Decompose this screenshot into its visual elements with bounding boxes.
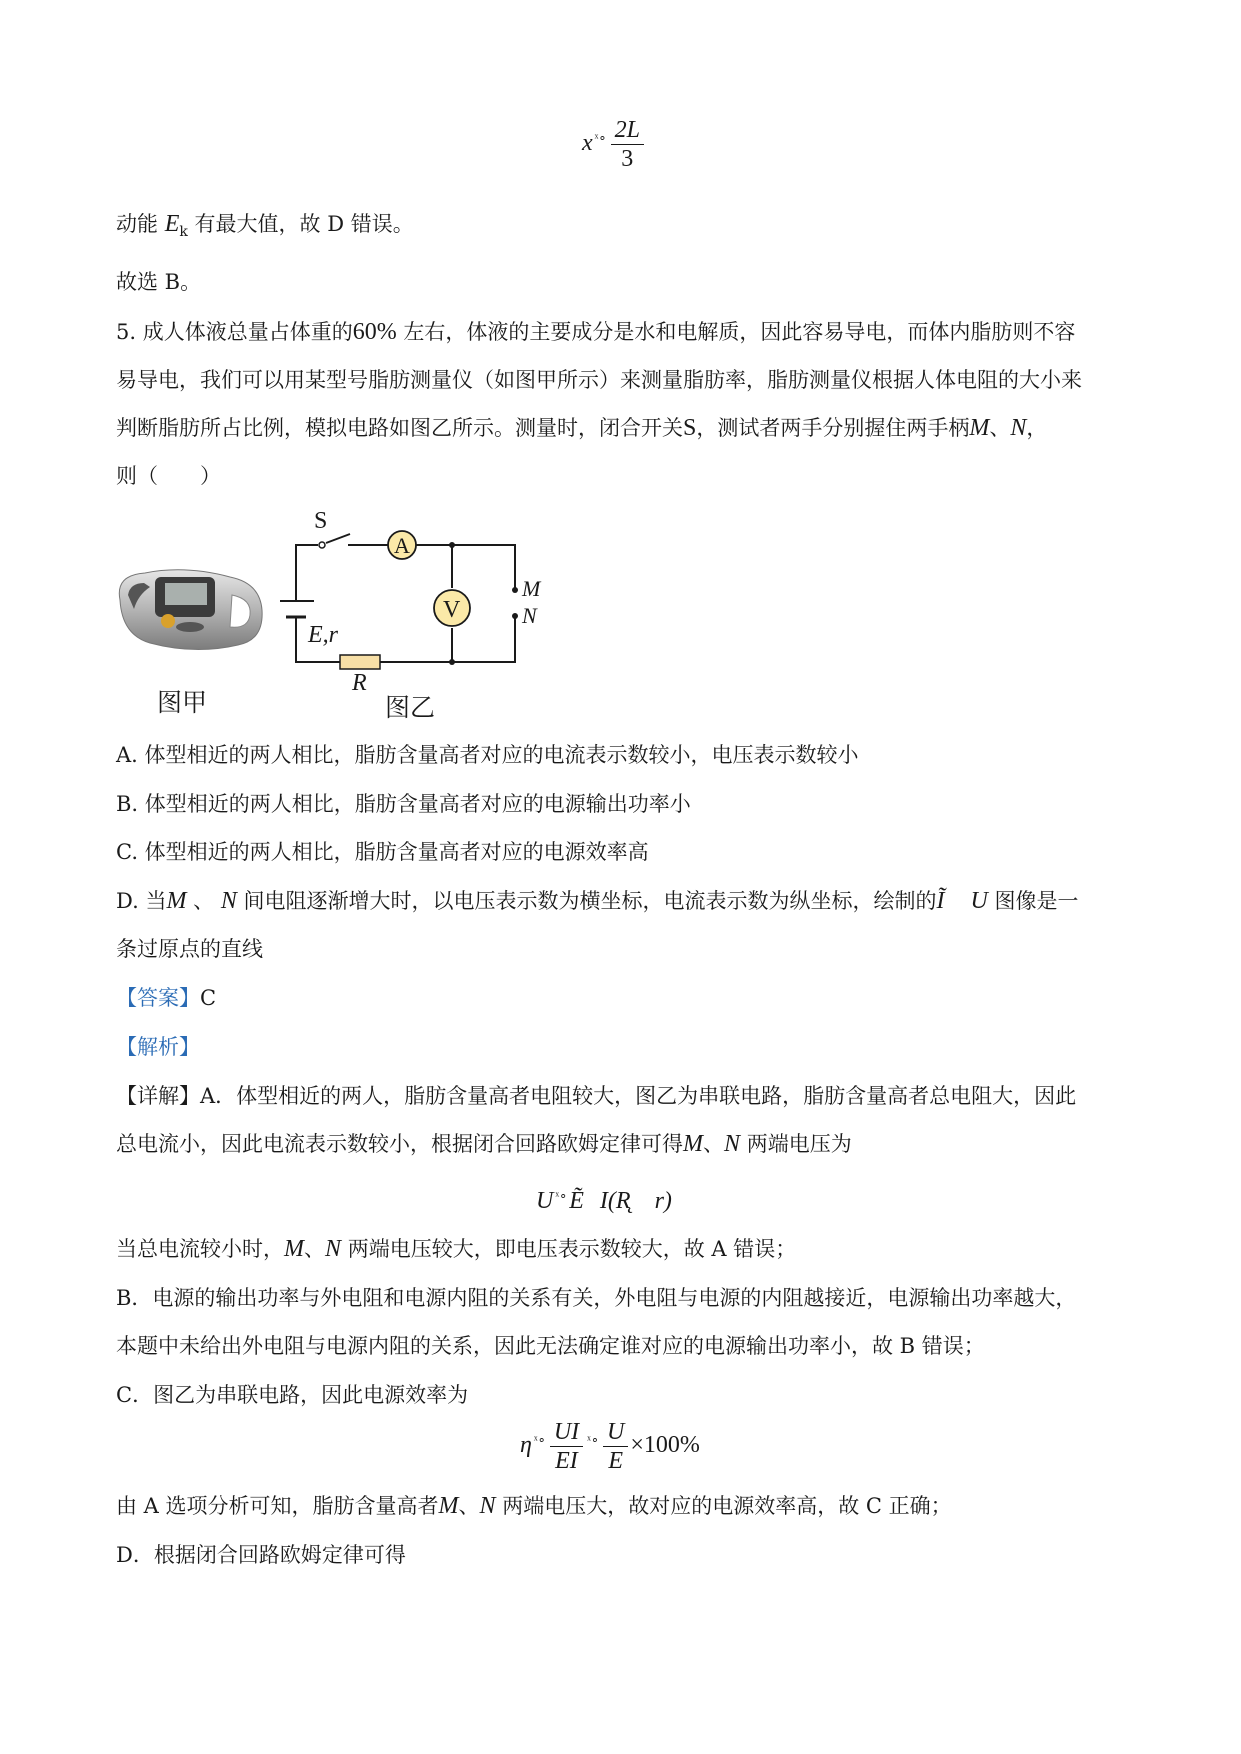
expression: I(R̨ r) bbox=[599, 1188, 672, 1214]
detail-line-7 bbox=[116, 1492, 952, 1520]
text: 判断脂肪所占比例，模拟电路如图乙所示。测量时，闭合开关 bbox=[116, 416, 683, 440]
text: 5. 成人体液总量占体重的 bbox=[116, 320, 353, 344]
fat-meter-device-image bbox=[110, 555, 270, 670]
option-c: C. 体型相近的两人相比，脂肪含量高者对应的电源效率高 bbox=[116, 840, 649, 864]
text-line: 故选 B。 bbox=[116, 270, 202, 294]
label-r: R bbox=[352, 670, 367, 696]
option-d-line-2: 条过原点的直线 bbox=[116, 937, 263, 961]
answer-tag: 【答案】 bbox=[116, 986, 200, 1010]
var-u: U bbox=[970, 888, 988, 914]
subscript-k: k bbox=[179, 224, 188, 241]
answer-line bbox=[116, 984, 216, 1012]
label-a: A bbox=[394, 533, 410, 558]
denominator: E bbox=[608, 1448, 624, 1474]
question-5-line-2: 易导电，我们可以用某型号脂肪测量仪（如图甲所示）来测量脂肪率，脂肪测量仪根据人体电阻的大小来 bbox=[116, 368, 1082, 392]
text: 两端电压大，故对应的电源效率高，故 C 正确； bbox=[495, 1494, 952, 1518]
label-s: S bbox=[314, 510, 328, 534]
text: 间电阻逐渐增大时，以电压表示数为横坐标，电流表示数为纵坐标，绘制的 bbox=[236, 889, 937, 913]
detail-line-4: B．电源的输出功率与外电阻和电源内阻的关系有关，外电阻与电源的内阻越接近，电源输出功率越大， bbox=[116, 1286, 1077, 1310]
text: 图像是一 bbox=[987, 889, 1079, 913]
detail-line-6: C．图乙为串联电路，因此电源效率为 bbox=[116, 1383, 469, 1407]
text: 两端电压为 bbox=[740, 1132, 852, 1156]
label-n: N bbox=[522, 603, 537, 628]
var-e: E bbox=[164, 211, 180, 237]
circuit-diagram bbox=[270, 510, 570, 710]
var-m: M bbox=[438, 1493, 459, 1519]
text: 两端电压较大，即电压表示数较大，故 A 错误； bbox=[341, 1237, 797, 1261]
var-n: N bbox=[724, 1131, 741, 1157]
denominator: EI bbox=[555, 1448, 578, 1474]
var-eta: η bbox=[520, 1432, 532, 1459]
label-v: V bbox=[443, 597, 461, 623]
text: 、 bbox=[304, 1237, 325, 1261]
label-m: M bbox=[522, 576, 541, 601]
text: ， bbox=[1026, 416, 1048, 440]
resistor-r bbox=[340, 655, 380, 669]
formula-terminal-voltage bbox=[536, 1180, 672, 1215]
text-line bbox=[116, 210, 414, 246]
detail-line-8: D．根据闭合回路欧姆定律可得 bbox=[116, 1543, 406, 1567]
text: 、 bbox=[458, 1494, 480, 1518]
denominator: 3 bbox=[621, 146, 634, 172]
numerator: 2L bbox=[611, 116, 644, 145]
detail-line-2 bbox=[116, 1130, 852, 1158]
symbol: ˣ∘ bbox=[594, 130, 607, 146]
question-5-line-4: 则（ ） bbox=[116, 464, 221, 488]
var-u: U bbox=[536, 1188, 554, 1214]
text: 总电流小，因此电流表示数较小，根据闭合回路欧姆定律可得 bbox=[116, 1132, 683, 1156]
text: 有最大值，故 D 错误。 bbox=[187, 212, 414, 236]
var-m: M bbox=[166, 888, 187, 914]
text: 、 bbox=[989, 416, 1011, 440]
var-n: N bbox=[1010, 415, 1027, 441]
percent-factor: ×100% bbox=[630, 1432, 700, 1459]
symbol: ˣ∘ bbox=[533, 1432, 546, 1448]
answer-value: C bbox=[200, 986, 217, 1010]
label-er: E,r bbox=[308, 622, 338, 648]
numerator: UI bbox=[550, 1418, 583, 1447]
detail-line-5: 本题中未给出外电阻与电源内阻的关系，因此无法确定谁对应的电源输出功率小，故 B 错误； bbox=[116, 1334, 985, 1358]
switch-contact bbox=[319, 542, 325, 548]
percent: 60% bbox=[352, 319, 397, 345]
var-e: Ẽ bbox=[569, 1188, 584, 1214]
numerator: U bbox=[603, 1418, 628, 1447]
terminal-m bbox=[512, 587, 518, 593]
detail-line-1: 【详解】A．体型相近的两人，脂肪含量高者电阻较大，图乙为串联电路，脂肪含量高者总电阻大，因此 bbox=[116, 1084, 1077, 1108]
option-d-line-1 bbox=[116, 887, 1079, 915]
formula-x-equals-2l-over-3 bbox=[582, 116, 646, 173]
var-n: N bbox=[325, 1236, 342, 1262]
option-a: A. 体型相近的两人相比，脂肪含量高者对应的电流表示数较小，电压表示数较小 bbox=[116, 743, 859, 767]
analysis-tag: 【解析】 bbox=[116, 1035, 200, 1059]
var-m: M bbox=[969, 415, 990, 441]
symbol: ˣ∘ bbox=[587, 1432, 600, 1448]
fraction bbox=[611, 116, 644, 173]
var-n: N bbox=[479, 1493, 496, 1519]
text: 左右，体液的主要成分是水和电解质，因此容易导电，而体内脂肪则不容 bbox=[396, 320, 1076, 344]
var-x: x bbox=[582, 130, 593, 157]
symbol: ˣ∘ bbox=[555, 1188, 568, 1203]
figure-a-caption: 图甲 bbox=[157, 688, 208, 717]
text: 当总电流较小时， bbox=[116, 1237, 284, 1261]
fraction-u-over-e bbox=[603, 1418, 628, 1475]
var-m: M bbox=[284, 1236, 304, 1262]
fraction-ui-over-ei bbox=[550, 1418, 583, 1475]
detail-line-3 bbox=[116, 1235, 796, 1263]
var-i: Ĩ bbox=[936, 888, 945, 914]
question-5-line-3 bbox=[116, 414, 1047, 442]
var-n: N bbox=[220, 888, 237, 914]
formula-efficiency bbox=[520, 1418, 700, 1475]
figure-b-caption: 图乙 bbox=[385, 693, 436, 722]
text: 、 bbox=[186, 889, 221, 913]
terminal-n bbox=[512, 613, 518, 619]
var-m: M bbox=[683, 1131, 703, 1157]
switch-s: S bbox=[683, 415, 697, 441]
text: 动能 bbox=[116, 212, 165, 236]
text: 由 A 选项分析可知，脂肪含量高者 bbox=[116, 1494, 439, 1518]
option-b: B. 体型相近的两人相比，脂肪含量高者对应的电源输出功率小 bbox=[116, 792, 691, 816]
text: ，测试者两手分别握住两手柄 bbox=[696, 416, 970, 440]
text: 、 bbox=[703, 1132, 724, 1156]
question-5-line-1 bbox=[116, 318, 1075, 346]
text: D. 当 bbox=[116, 889, 167, 913]
